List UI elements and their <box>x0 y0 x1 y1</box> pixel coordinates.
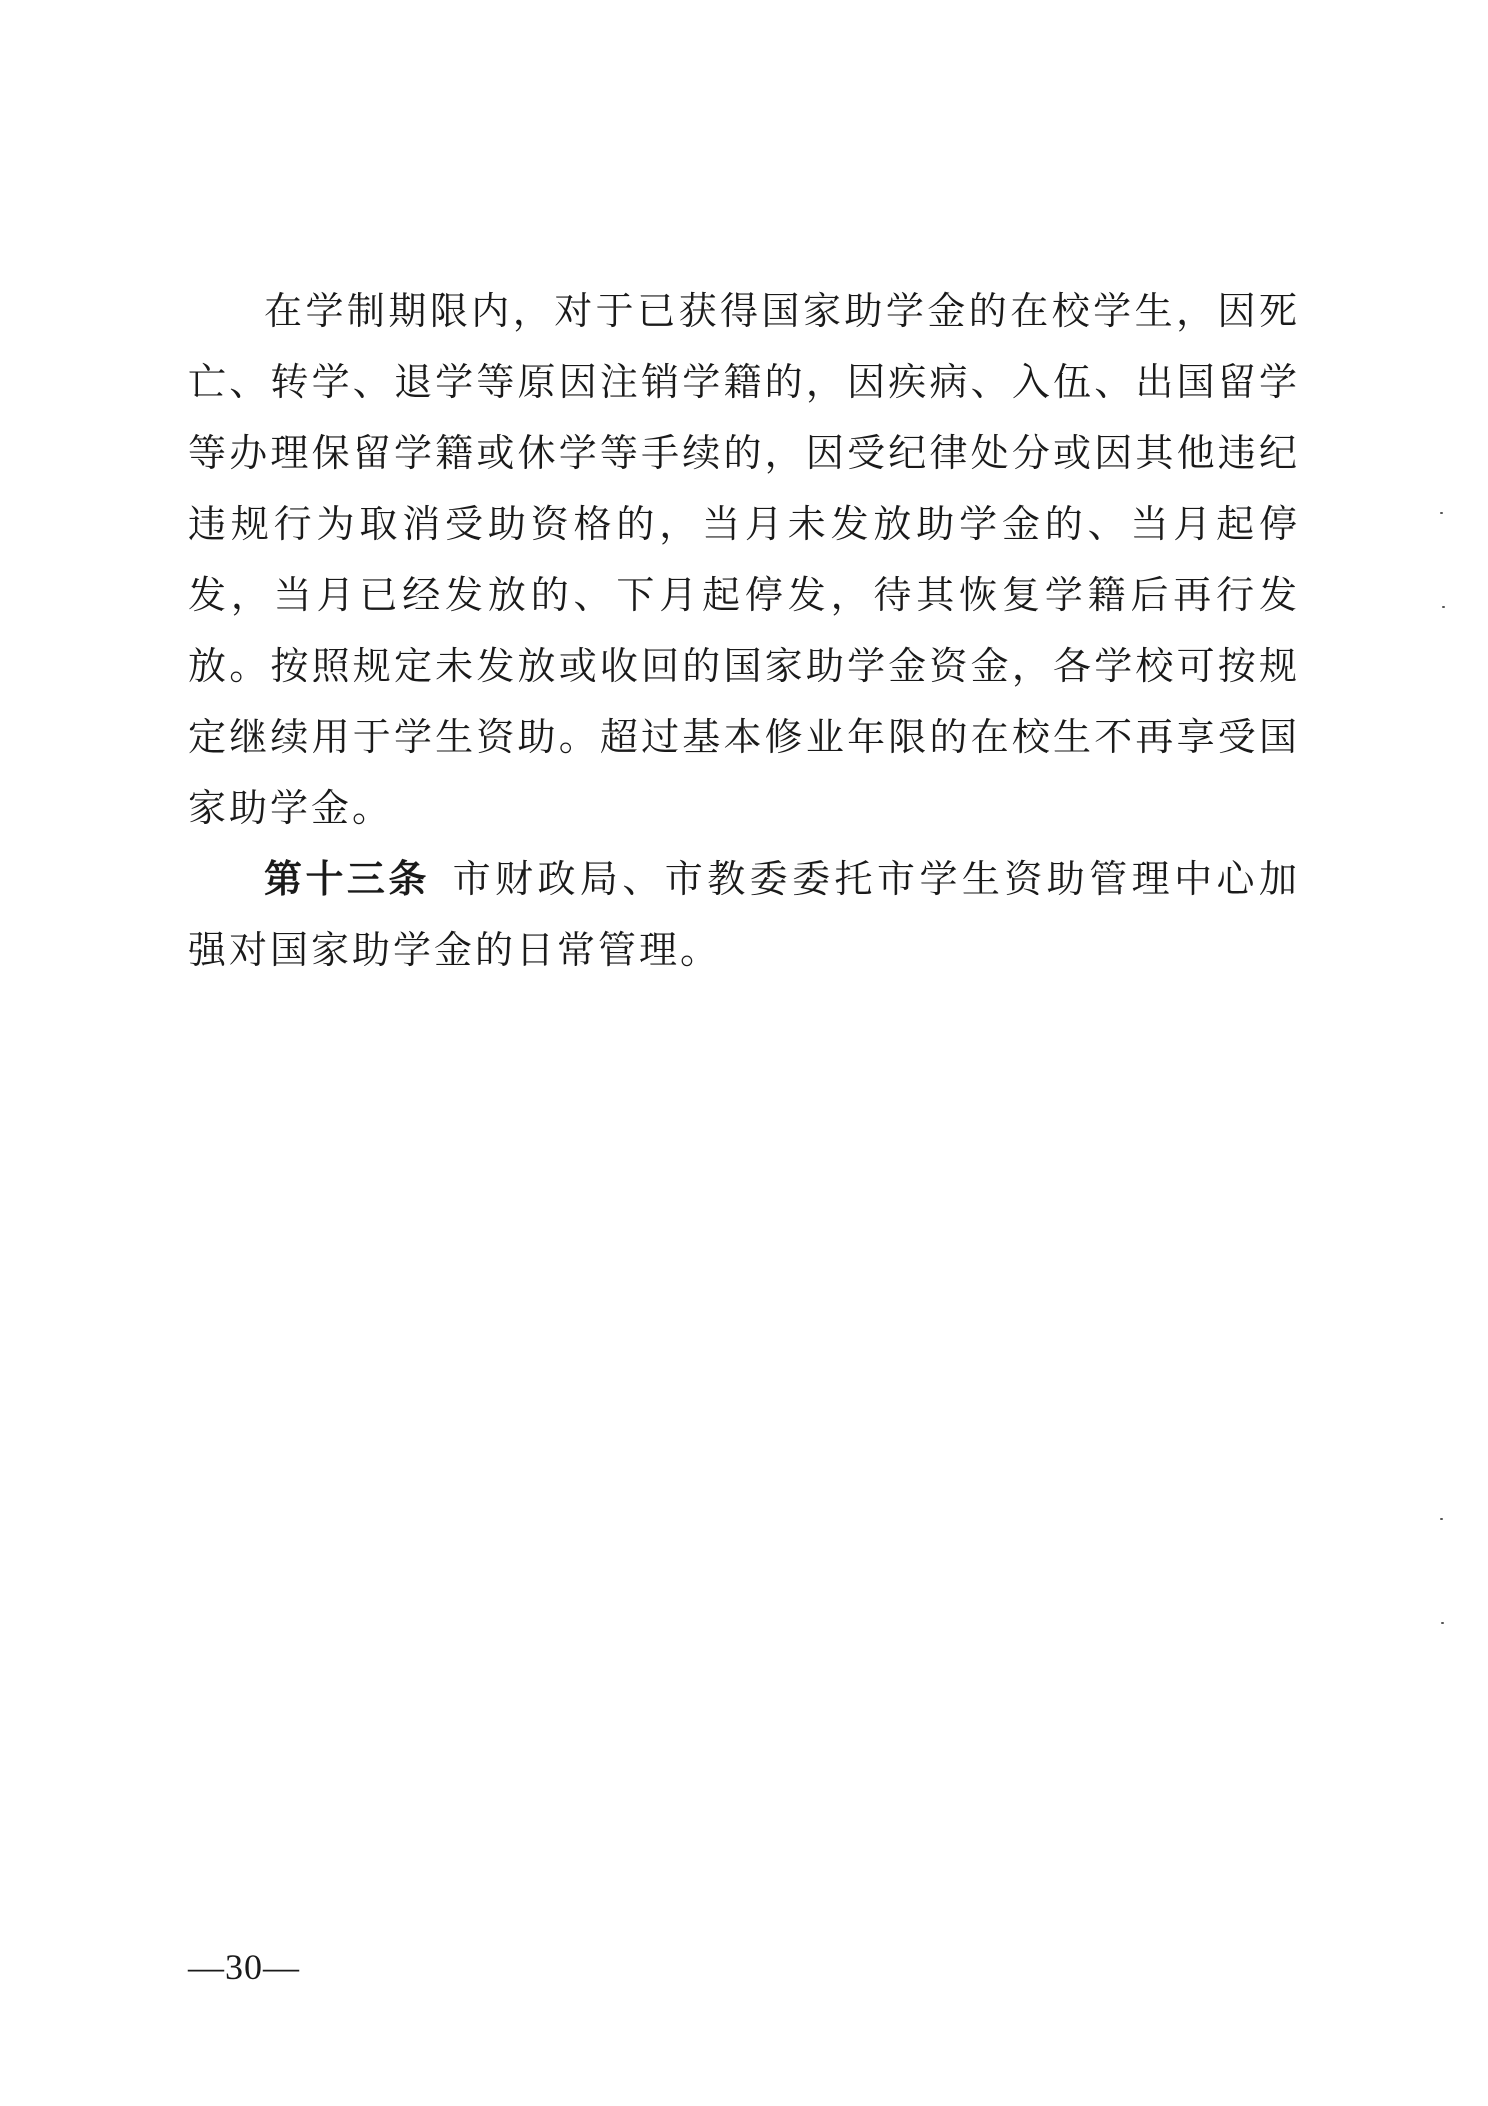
scan-speck <box>1440 1518 1443 1520</box>
scan-speck <box>1440 512 1443 514</box>
document-body <box>188 276 1300 986</box>
scan-speck <box>1442 606 1445 608</box>
paragraph-1 <box>188 276 1300 844</box>
article-13-heading: 第十三条 <box>264 857 430 901</box>
scan-speck <box>1441 1622 1444 1624</box>
article-13 <box>188 844 1300 986</box>
paragraph-1-text: 在学制期限内，对于已获得国家助学金的在校学生，因死亡、转学、退学等原因注销学籍的，因疾病、入伍、出国留学等办理保留学籍或休学等手续的，因受纪律处分或因其他违纪违规行为取消受助资格的，当月未发放助学金的、当月起停发，当月已经发放的、下月起停发，待其恢复学籍后再行发放。按照规定未发放或收回的国家助学金资金，各学校可按规定继续用于学生资助。超过基本修业年限的在校生不再享受国家助学金。 <box>188 289 1300 830</box>
page-number: —30— <box>188 1947 300 1987</box>
article-13-text: 市财政局、市教委委托市学生资助管理中心加强对国家助学金的日常管理。 <box>188 857 1300 972</box>
